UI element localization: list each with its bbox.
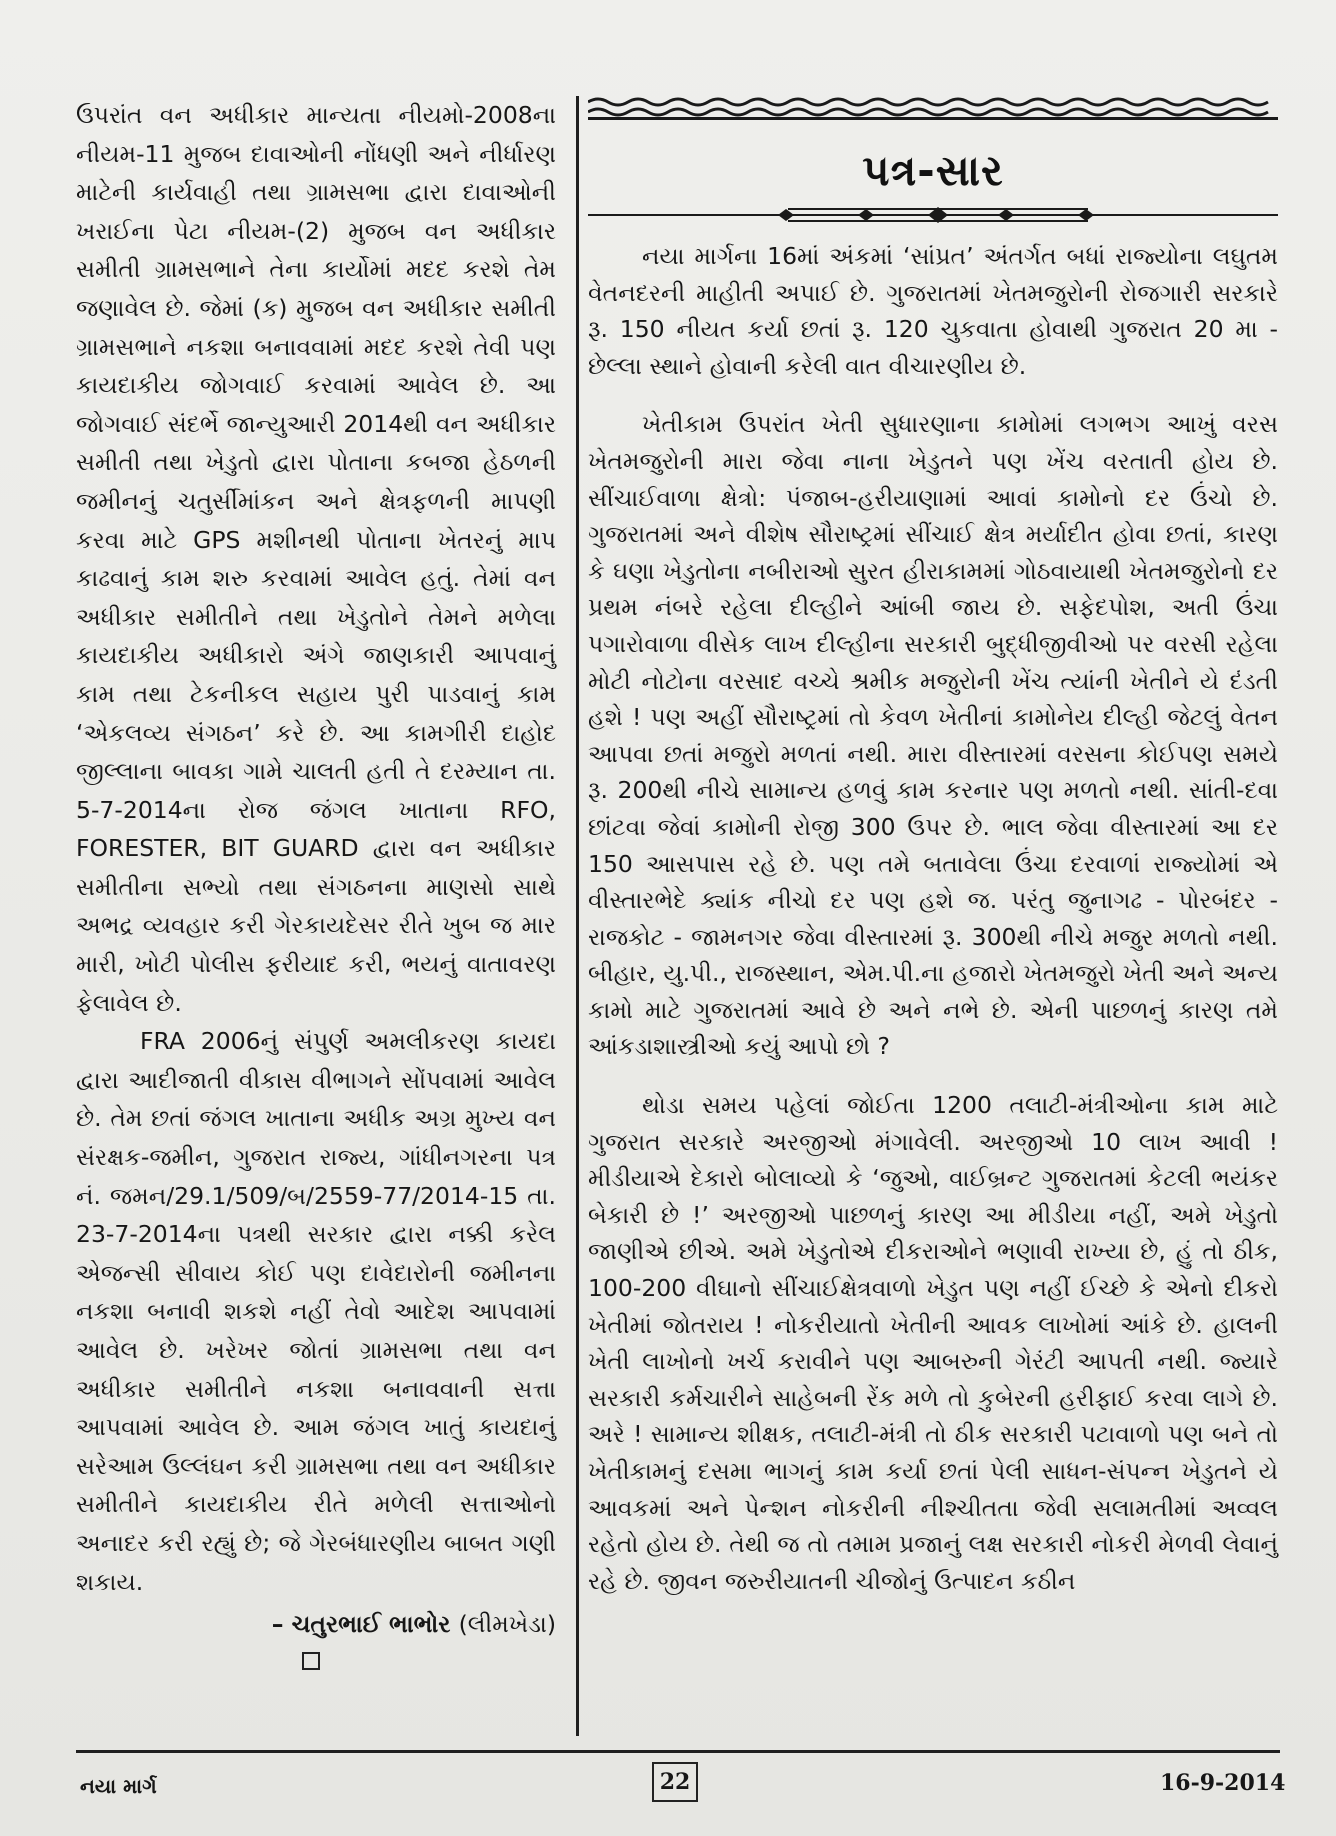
issue-date: 16-9-2014	[1160, 1770, 1286, 1796]
left-paragraph-2: FRA 2006નું સંપુર્ણ અમલીકરણ કાયદા દ્વારા આદીજાતી વીકાસ વીભાગને સોંપવામાં આવેલ છે. તેમ છતાં જંગલ ખાતાના અધીક અગ્ર મુખ્ય વન સંરક્ષક-જમીન, ગુજરાત રાજ્ય, ગાંધીનગરના પત્ર નં. જમન/29.1/509/બ/2559-77/2014-15 તા. 23-7-2014ના પત્રથી સરકાર દ્વારા નક્કી કરેલ એજન્સી સીવાય કોઈ પણ દાવેદારોની જમીનના નકશા બનાવી શકશે નહીં તેવો આદેશ આપવામાં આવેલ છે. ખરેખર જોતાં ગ્રામસભા તથા વન અધીકાર સમીતીને નકશા બનાવવાની સત્તા આપવામાં આવેલ છે. આમ જંગલ ખાતું કાયદાનું સરેઆમ ઉલ્લંઘન કરી ગ્રામસભા તથા વન અધીકાર સમીતીને કાયદાકીય રીતે મળેલી સત્તાઓનો અનાદર કરી રહ્યું છે; જે ગેરબંધારણીય બાબત ગણી શકાય.	[76, 1027, 556, 1596]
footer-rule	[76, 1750, 1280, 1753]
footer-magazine-name: નયા માર્ગ	[80, 1774, 157, 1798]
right-paragraph-3: થોડા સમય પહેલાં જોઈતા 1200 તલાટી-મંત્રીઓના કામ માટે ગુજરાત સરકારે અરજીઓ મંગાવેલી. અરજીઓ 10 લાખ આવી ! મીડીયાએ દેકારો બોલાવ્યો કે ‘જુઓ, વાઈબ્રન્ટ ગુજરાતમાં કેટલી ભયંકર બેકારી છે !’ અરજીઓ પાછળનું કારણ આ મીડીયા નહીં, અમે ખેડુતો જાણીએ છીએ. અમે ખેડુતોએ દીકરાઓને ભણાવી રાખ્યા છે, હું તો ઠીક, 100-200 વીઘાનો સીંચાઈક્ષેત્રવાળો ખેડુત પણ નહીં ઈચ્છે કે એનો દીકરો ખેતીમાં જોતરાય ! નોકરીયાતો ખેતીની આવક લાખોમાં આંકે છે. હાલની ખેતી લાખોનો ખર્ચ કરાવીને પણ આબરુની ગેરંટી આપતી નથી. જ્યારે સરકારી કર્મચારીને સાહેબની રેંક મળે તો કુબેરની હરીફાઈ કરવા લાગે છે. અરે ! સામાન્ય શીક્ષક, તલાટી-મંત્રી તો ઠીક સરકારી પટાવાળો પણ બને તો ખેતીકામનું દસમા ભાગનું કામ કર્યા છતાં પેલી સાધન-સંપન્ન ખેડુતને યે આવકમાં અને પેન્શન નોકરીની નીશ્ચીતતા જેવી સલામતીમાં અવ્વલ રહેતો હોય છે. તેથી જ તો તમામ પ્રજાનું લક્ષ સરકારી નોકરી મેળવી લેવાનું રહે છે. જીવન જરુરીયાતની ચીજોનું ઉત્પાદન કઠીન	[588, 1091, 1278, 1595]
divider-ornament-icon	[588, 204, 1278, 228]
wave-ornament-icon	[588, 96, 1278, 122]
right-paragraph-2: ખેતીકામ ઉપરાંત ખેતી સુધારણાના કામોમાં લગભગ આખું વરસ ખેતમજુરોની મારા જેવા નાના ખેડુતને પણ ખેંચ વરતાતી હોય છે. સીંચાઈવાળા ક્ષેત્રો: પંજાબ-હરીયાણામાં આવાં કામોનો દર ઉંચો છે. ગુજરાતમાં અને વીશેષ સૌરાષ્ટ્રમાં સીંચાઈ ક્ષેત્ર મર્યાદીત હોવા છતાં, કારણ કે ઘણા ખેડુતોના નબીરાઓ સુરત હીરાકામમાં ગોઠવાયાથી ખેતમજુરોનો દર પ્રથમ નંબરે રહેલા દીલ્હીને આંબી જાય છે. સફેદપોશ, અતી ઉંચા પગારોવાળા વીસેક લાખ દીલ્હીના સરકારી બુદ્ધીજીવીઓ પર વરસી રહેલા મોટી નોટોના વરસાદ વચ્ચે શ્રમીક મજુરોની ખેંચ ત્યાંની ખેતીને યે દંડતી હશે ! પણ અહીં સૌરાષ્ટ્રમાં તો કેવળ ખેતીનાં કામોનેય દીલ્હી જેટલું વેતન આપવા છતાં મજુરો મળતાં નથી. મારા વીસ્તારમાં વરસના કોઈપણ સમયે રૂ. 200થી નીચે સામાન્ય હળવું કામ કરનાર પણ મળતો નથી. સાંતી-દવા છાંટવા જેવાં કામોની રોજી 300 ઉપર છે. ભાલ જેવા વીસ્તારમાં આ દર 150 આસપાસ રહે છે. પણ તમે બતાવેલા ઉંચા દરવાળાં રાજ્યોમાં એ વીસ્તારભેદે ક્યાંક નીચો દર પણ હશે જ. પરંતુ જુનાગઢ - પોરબંદર - રાજકોટ - જામનગર જેવા વીસ્તારમાં રૂ. 300થી નીચે મજુર મળતો નથી. બીહાર, યુ.પી., રાજસ્થાન, એમ.પી.ના હજારો ખેતમજુરો ખેતી અને અન્ય કામો માટે ગુજરાતમાં આવે છે અને નભે છે. એની પાછળનું કારણ તમે આંકડાશાસ્ત્રીઓ કયું આપો છો ?	[588, 410, 1278, 1061]
letter-body	[588, 238, 1278, 1599]
left-paragraph-1: ઉપરાંત વન અધીકાર માન્યતા નીયમો-2008ના નીયમ-11 મુજબ દાવાઓની નોંધણી અને નીર્ધારણ માટેની કાર્યવાહી તથા ગ્રામસભા દ્વારા દાવાઓની ખરાઈના પેટા નીયમ-(2) મુજબ વન અધીકાર સમીતી ગ્રામસભાને તેના કાર્યોમાં મદદ કરશે તેમ જણાવેલ છે. જેમાં (ક) મુજબ વન અધીકાર સમીતી ગ્રામસભાને નકશા બનાવવામાં મદદ કરશે તેવી પણ કાયદાકીય જોગવાઈ કરવામાં આવેલ છે. આ જોગવાઈ સંદર્ભે જાન્યુઆરી 2014થી વન અધીકાર સમીતી તથા ખેડુતો દ્વારા પોતાના કબજા હેઠળની જમીનનું ચતુર્સીમાંકન અને ક્ષેત્રફળની માપણી કરવા માટે GPS મશીનથી પોતાના ખેતરનું માપ કાઢવાનું કામ શરુ કરવામાં આવેલ હતું. તેમાં વન અધીકાર સમીતીને તથા ખેડુતોને તેમને મળેલા કાયદાકીય અધીકારો અંગે જાણકારી આપવાનું કામ તથા ટેકનીકલ સહાય પુરી પાડવાનું કામ ‘એકલવ્ય સંગઠન’ કરે છે. આ કામગીરી દાહોદ જીલ્લાના બાવકા ગામે ચાલતી હતી તે દરમ્યાન તા. 5-7-2014ના રોજ જંગલ ખાતાના RFO, FORESTER, BIT GUARD દ્વારા વન અધીકાર સમીતીના સભ્યો તથા સંગઠનના માણસો સાથે અભદ્ર વ્યવહાર કરી ગેરકાયદેસર રીતે ખુબ જ માર મારી, ખોટી પોલીસ ફરીયાદ કરી, ભયનું વાતાવરણ ફેલાવેલ છે.	[76, 101, 556, 1017]
column-divider	[576, 96, 579, 1736]
end-of-article-box-icon	[302, 1652, 320, 1670]
signature-name: – ચતુરભાઈ ભાભોર	[271, 1610, 451, 1639]
signature-place: (લીમખેડા)	[458, 1610, 556, 1639]
right-paragraph-1: નયા માર્ગના 16માં અંકમાં ‘સાંપ્રત’ અંતર્ગત બધાં રાજ્યોના લઘુતમ વેતનદરની માહીતી અપાઈ છે. ગુજરાતમાં ખેતમજુરોની રોજગારી સરકારે રૂ. 150 નીયત કર્યા છતાં રૂ. 120 ચુકવાતા હોવાથી ગુજરાત 20 મા - છેલ્લા સ્થાને હોવાની કરેલી વાત વીચારણીય છે.	[588, 242, 1278, 380]
letter-signature	[76, 1605, 556, 1644]
right-column	[588, 96, 1278, 1621]
page-number: 22	[652, 1762, 698, 1802]
section-heading: પત્ર-સાર	[862, 146, 1004, 195]
left-column	[76, 96, 556, 1670]
